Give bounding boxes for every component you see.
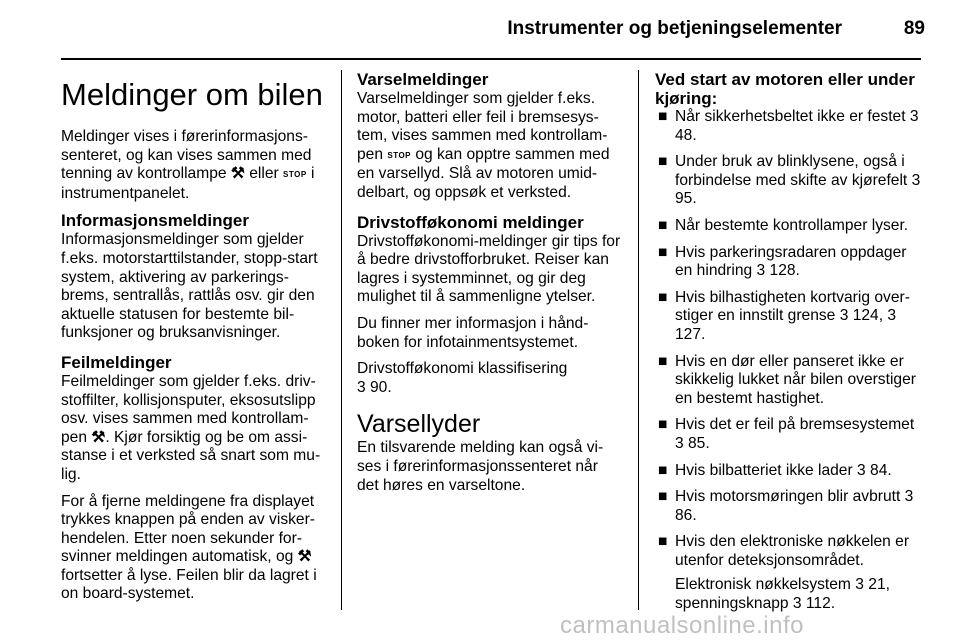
error-paragraph [61,373,326,485]
stop-icon: STOP [387,150,411,160]
page-number: 89 [903,18,925,39]
header-rule [61,58,921,60]
column-1 [61,70,326,614]
start-heading: Ved start av motoren eller under kjøring: [655,70,915,108]
info-heading: Informasjonsmeldinger [61,211,249,231]
error-heading: Feilmeldinger [61,352,172,372]
stop-icon: STOP [283,170,307,180]
page-reference: 3 48. [675,108,919,144]
page-header [0,18,960,58]
list-item-text: Hvis det er feil på bremsesystemet [675,416,915,434]
list-item-text: Hvis parkeringsradaren oppdager en hindring [675,243,907,280]
sound-heading: Varsellyder [357,410,481,439]
error-text-b: . Kjør forsiktig og be om assistanse i et verksted så snart som mulig. [61,428,321,483]
remove-paragraph [61,493,326,605]
list-item [655,462,923,481]
list-item-text: Hvis bilhastigheten kortvarig overstiger en innstilt grense [675,288,910,325]
warning-paragraph [357,90,622,203]
error-text-a: Feilmeldinger som gjelder f.eks. drivstoffilter, kollisjonsputer, eksosutslipp osv. vises sammen med kontrollampen [61,372,316,446]
sound-text: En tilsvarende melding kan også vises i førerinformasjonssenteret når det høres en varseltone. [357,439,604,494]
column-divider-1 [341,70,342,610]
intro-paragraph [61,128,326,203]
column-2 [357,70,622,503]
bullet-icon: ■ [658,488,668,506]
page-reference: 3 86. [675,488,914,524]
info-text: Informasjonsmeldinger som gjelder f.eks. motorstarttilstander, stopp-start system, aktivering av parkeringsbrems, sentrallås, rattlås osv. gir den aktuelle statusen for bestemte bilfunksjoner og bruksanvisninger. [61,231,318,342]
list-item [655,217,923,236]
list-item [655,488,923,525]
running-title: Instrumenter og betjeningselementer [507,18,842,39]
warning-text-a: Varselmeldinger som gjelder f.eks. motor, batteri eller feil i bremsesystem, vises sammen med kontrollampen [357,90,608,163]
list-item [655,353,923,409]
watermark: carmanualsonline.info [560,612,804,639]
list-item [655,244,923,281]
fuel-section [357,213,622,398]
page-reference: 3 95. [675,171,921,208]
intro-text-a: Meldinger vises i førerinformasjonssenteret, og kan vises sammen med tenning av kontrollampe [61,128,312,183]
wrench-icon: ⚒ [230,165,245,183]
bullet-icon: ■ [658,416,668,434]
page-reference: 3 128. [756,262,800,280]
list-item [655,108,923,145]
list-item-text: Når bestemte kontrollamper lyser. [675,216,909,234]
remove-text-b: fortsetter å lyse. Feilen blir da lagret i on board-systemet. [61,566,317,603]
list-item [655,289,923,345]
intro-text-c: i instrumentpanelet. [61,165,315,202]
page-reference: 3 90. [357,378,392,396]
wrench-icon: ⚒ [91,428,106,446]
list-item-text: Hvis motorsmøringen blir avbrutt [675,488,901,506]
bullet-icon: ■ [658,216,668,234]
bullet-icon: ■ [658,533,668,551]
list-item-text: Hvis den elektroniske nøkkelen er utenfor deteksjonsområdet. [675,533,910,569]
bullet-icon: ■ [658,243,668,261]
fuel-paragraph-2: Du finner mer informasjon i håndboken for infotainmentsystemet. [357,314,589,351]
warning-heading: Varselmeldinger [357,70,489,89]
list-item-text: Under bruk av blinklysene, også i forbindelse med skifte av kjørefelt [675,153,908,189]
warning-section [357,70,622,203]
extra-text: Elektronisk nøkkelsystem [675,576,851,594]
remove-text-a: For å fjerne meldingene fra displayet trykkes knappen på enden av viskerhendelen. Etter noen sekunder forsvinner meldingen automatisk, og [61,492,315,566]
section-title: Meldinger om bilen [61,77,323,112]
page-reference: 3 21, spenningsknapp 3 112. [675,576,890,613]
info-section [61,211,326,343]
list-item-text: Når sikkerhetsbeltet ikke er festet [675,108,906,125]
page-reference: 3 84. [857,461,892,479]
intro-text-b: eller [244,165,284,183]
list-item-text: Hvis en dør eller panseret ikke er skikkelig lukket når bilen overstiger en bestemt hastighet. [675,352,916,407]
warning-text-b: og kan opptre sammen med en varsellyd. Slå av motoren umiddelbart, og oppsøk et verksted. [357,145,610,201]
condition-list [655,108,923,614]
fuel-class-text: Drivstofføkonomi klassifisering [357,360,568,378]
fuel-paragraph-1: Drivstofføkonomi-meldinger gir tips for å bedre drivstofforbruket. Reiser kan lagres i systemminnet, og gir deg mulighet til å sammenligne ytelser. [357,232,621,306]
column-divider-2 [638,70,639,610]
bullet-icon: ■ [658,288,668,306]
fuel-paragraph-3 [357,360,622,397]
bullet-icon: ■ [658,108,668,125]
error-section [61,353,326,604]
page-reference: 3 85. [675,434,710,452]
page-reference: 3 124, 3 127. [675,307,897,343]
list-item [655,153,923,209]
list-item [655,533,923,613]
extra-paragraph [675,576,923,613]
fuel-heading: Drivstofføkonomi meldinger [357,212,584,232]
column-3 [655,70,923,622]
wrench-icon: ⚒ [297,548,312,566]
bullet-icon: ■ [658,352,668,370]
list-item [655,416,923,453]
bullet-icon: ■ [658,461,668,479]
bullet-icon: ■ [658,153,668,171]
list-item-text: Hvis bilbatteriet ikke lader [675,461,853,479]
